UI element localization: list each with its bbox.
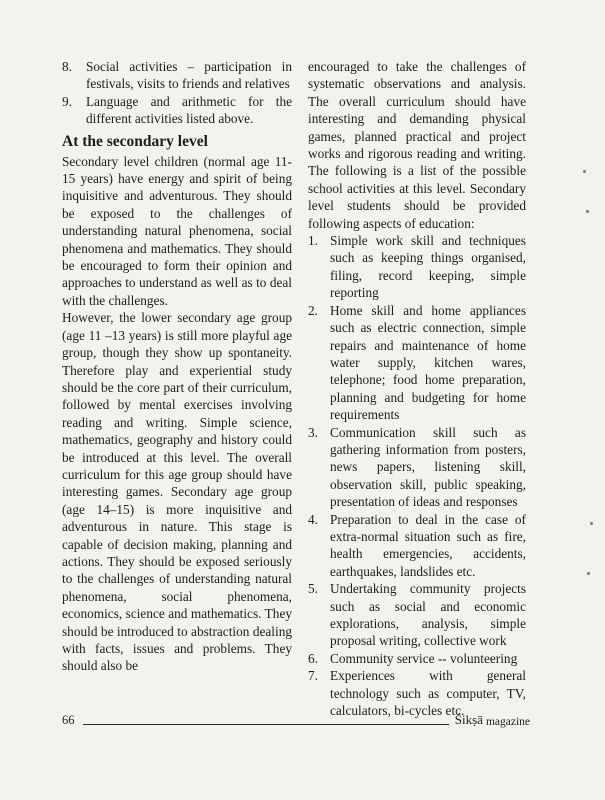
list-text: Language and arithmetic for the different activities listed above. xyxy=(86,93,292,127)
paragraph: encouraged to take the challenges of systematic observations and analysis. The overall curriculum should have interesting and demanding physical games, planned practical and project works and rigorous reading and writing. The following is a list of the possible school activities at this level. Secondary level students should be provided following aspects of education: xyxy=(308,59,526,231)
list-number: 8. xyxy=(62,59,72,74)
list-text: Social activities – participation in festivals, visits to friends and relatives xyxy=(86,59,292,92)
scan-speck xyxy=(583,170,586,173)
scan-speck xyxy=(587,572,590,575)
paragraph: However, the lower secondary age group (age 11 –13 years) is still more playful age group, though they show up spontaneity. Therefore play and experiential study should be the core part of their curriculum, followed by mental exercises involving reading and writing. Simple science, mathematics, geography and history could be introduced at this level. The overall curriculum for this age group should have interesting games. Secondary age group (age 14–15) is more inquisitive and adventurous in nature. This stage is capable of decision making, planning and actions. They should be exposed seriously to the challenges of understanding natural phenomena, social phenomena, economics, science and mathematics. They should be introduced to abstraction dealing with facts, issues and problems. They should also be xyxy=(62,310,292,674)
footer-rule xyxy=(83,723,449,725)
scan-speck xyxy=(590,522,593,525)
list-number: 6. xyxy=(308,650,318,666)
list-item xyxy=(308,232,526,302)
list-number: 4. xyxy=(308,511,318,527)
list-number: 5. xyxy=(308,581,318,597)
list-number: 3. xyxy=(308,424,318,440)
magazine-subtitle: magazine xyxy=(485,716,530,728)
list-number: 2. xyxy=(308,302,318,318)
list-item xyxy=(62,93,292,128)
list-number: 9. xyxy=(62,93,72,109)
list-text: Preparation to deal in the case of extra-normal situation such as fire, health emergencies, accidents, earthquakes, landslides etc. xyxy=(330,511,526,579)
list-text: Home skill and home appliances such as electric connection, simple repairs and maintenance of home water supply, kitchen wares, telephone; food home preparation, planning and budgeting for home requirements xyxy=(330,302,526,423)
list-number: 7. xyxy=(308,668,318,684)
list-item xyxy=(308,302,526,424)
list-item xyxy=(308,511,526,581)
scan-speck xyxy=(586,210,589,213)
page-number: 66 xyxy=(62,713,75,727)
list-text: Undertaking community projects such as social and economic explorations, analysis, simple proposal writing, collective work xyxy=(330,581,526,649)
list-text: Community service -- volunteering xyxy=(330,650,518,666)
left-column xyxy=(62,58,292,675)
activity-list-continued xyxy=(62,58,292,128)
list-number: 1. xyxy=(308,233,318,249)
list-text: Experiences with general technology such as computer, TV, calculators, bi-cycles etc. xyxy=(330,668,526,719)
list-item xyxy=(62,58,292,93)
list-text: Communication skill such as gathering information from posters, news papers, listening skill, observation skill, public speaking, presentation of ideas and responses xyxy=(330,424,526,510)
paragraph: Secondary level children (normal age 11- 15 years) have energy and spirit of being inquisitive and adventurous. They should be exposed to the challenges of understanding natural phenomena, social phenomena and mathematics. They should be encouraged to form their opinion and approaches to understand as well as to deal with the challenges. xyxy=(62,153,292,308)
list-item xyxy=(308,580,526,650)
right-column xyxy=(308,58,526,719)
section-heading: At the secondary level xyxy=(62,132,208,150)
list-text: Simple work skill and techniques such as keeping things organised, filing, record keeping, simple reporting xyxy=(330,233,526,301)
magazine-title: Śikṣā xyxy=(454,712,483,727)
education-aspects-list xyxy=(308,232,526,719)
list-item xyxy=(308,424,526,511)
list-item xyxy=(308,650,526,667)
page-footer xyxy=(62,712,530,728)
